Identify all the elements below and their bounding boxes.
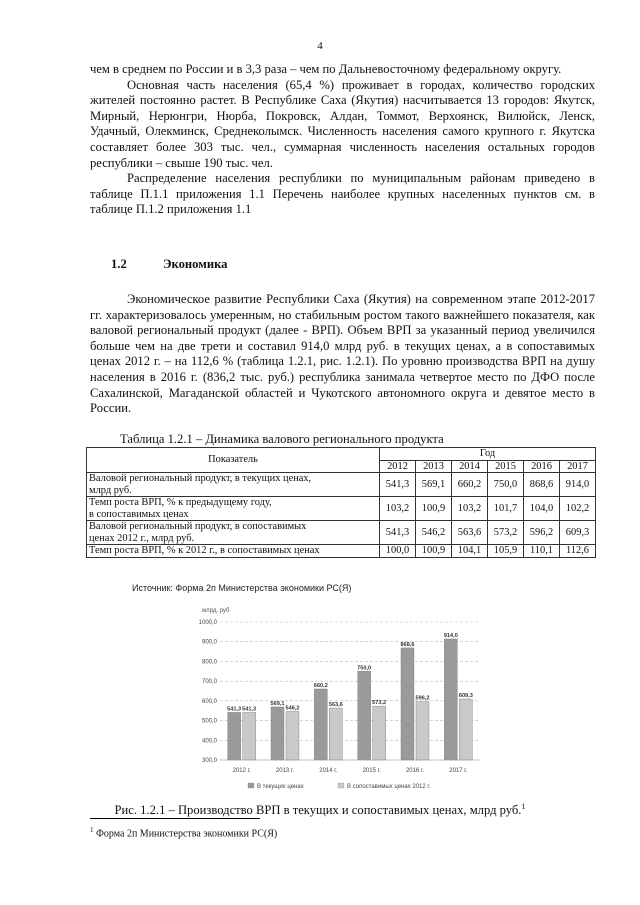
paragraph-distribution: Распределение населения республики по муниципальным районам приведено в таблице П.1.1 приложения 1.1 Перечень наиболее крупных населенных пунктов см. в таблице П.1.2 приложения 1.1: [90, 171, 595, 217]
bar-value-label: 914,0: [443, 632, 458, 639]
row-label: Темп роста ВРП, % к 2012 г., в сопоставимых ценах: [87, 545, 380, 558]
value-cell: 546,2: [416, 521, 452, 545]
value-cell: 103,2: [380, 497, 416, 521]
bar-value-label: 596,2: [415, 695, 430, 702]
paragraph-continuation: чем в среднем по России и в 3,3 раза – чем по Дальневосточному федеральному округу.: [90, 62, 562, 76]
table-source: Источник: Форма 2п Министерства экономики РС(Я): [132, 583, 352, 593]
value-cell: 563,6: [452, 521, 488, 545]
section-title: Экономика: [163, 257, 228, 271]
y-tick-label: 1000,0: [198, 620, 217, 626]
vrp-chart-svg: [188, 600, 488, 805]
economy-text-block: [90, 292, 595, 417]
value-cell: 110,1: [524, 545, 560, 558]
y-axis-label: млрд. руб: [202, 608, 230, 614]
footnote-mark: 1: [90, 826, 94, 834]
x-tick-label: 2017 г.: [449, 768, 468, 774]
bar-value-label: 868,6: [400, 641, 415, 648]
value-cell: 609,3: [560, 521, 596, 545]
table-header-row: [87, 448, 596, 461]
value-cell: 914,0: [560, 473, 596, 497]
value-cell: 573,2: [488, 521, 524, 545]
value-cell: 103,2: [452, 497, 488, 521]
footnote-text: Форма 2п Министерства экономики РС(Я): [93, 828, 278, 840]
value-cell: 100,9: [416, 545, 452, 558]
table-row-growth-2012: [87, 545, 596, 558]
year-cell: 2015: [488, 460, 524, 473]
paragraph-economy: Экономическое развитие Республики Саха (Якутия) на современном этапе 2012-2017 гг. характеризовалось умеренным, но стабильным ростом такого важнейшего показателя, как валовой региональный продукт (далее - ВРП). Объем ВРП за указанный период увеличился больше чем на две трети и составил 914,0 млрд руб. в текущих ценах, а в сопоставимых ценах 2012 г. – на 112,6 % (таблица 1.2.1, рис. 1.2.1). По уровню производства ВРП на душу населения в 2016 г. (836,2 тыс. руб.) республика занимала четвертое место по ДФО после Сахалинской, Магаданской областей и Чукотского автономного округа и девятое место в России.: [90, 292, 595, 416]
bar-value-label: 573,2: [372, 700, 387, 707]
vrp-table: [86, 447, 596, 558]
legend-label: В сопоставимых ценах 2012 г.: [347, 784, 431, 790]
bar-value-label: 546,2: [285, 705, 300, 712]
paragraph-urban-population: Основная часть населения (65,4 %) проживает в городах, количество городских жителей постоянно растет. В Республике Саха (Якутия) насчитывается 13 городов: Якутск, Мирный, Нерюнгри, Нюрба, Покровск, Алдан, Томмот, Верхоянск, Вилюйск, Ленск, Удачный, Олекминск, Среднеколымск. Численность населения самого крупного г. Якутска составляет более 303 тыс. чел., суммарная численность населения остальных городов республики – свыше 190 тыс. чел.: [90, 77, 595, 170]
page-number: 4: [317, 40, 323, 52]
bar-value-label: 541,3: [227, 706, 242, 713]
y-tick-label: 500,0: [201, 718, 217, 725]
value-cell: 104,0: [524, 497, 560, 521]
value-cell: 112,6: [560, 545, 596, 558]
y-tick-label: 700,0: [201, 679, 217, 686]
y-tick-label: 400,0: [201, 738, 217, 745]
bar-current: [358, 671, 371, 760]
value-cell: 660,2: [452, 473, 488, 497]
bar-value-label: 750,0: [357, 665, 372, 672]
value-cell: 101,7: [488, 497, 524, 521]
x-tick-label: 2013 г.: [275, 768, 295, 774]
row-label: Валовой региональный продукт, в сопоставимых ценах 2012 г., млрд руб.: [87, 521, 380, 545]
bar-comparable: [329, 708, 342, 760]
bar-value-label: 609,3: [458, 693, 473, 700]
bar-comparable: [373, 706, 386, 760]
bar-comparable: [459, 699, 472, 760]
legend-label: В текущих ценах: [257, 784, 304, 790]
bar-value-label: 541,3: [242, 706, 257, 713]
table-row-vrp-current: [87, 473, 596, 497]
value-cell: 104,1: [452, 545, 488, 558]
value-cell: 541,3: [380, 521, 416, 545]
footnote-ref: 1: [521, 802, 526, 811]
y-tick-label: 300,0: [201, 758, 217, 764]
bar-comparable: [243, 712, 256, 760]
value-cell: 541,3: [380, 473, 416, 497]
bar-current: [228, 712, 241, 760]
year-cell: 2012: [380, 460, 416, 473]
bar-value-label: 660,2: [313, 682, 328, 689]
value-cell: 596,2: [524, 521, 560, 545]
y-tick-label: 800,0: [201, 659, 217, 666]
value-cell: 868,6: [524, 473, 560, 497]
x-tick-label: 2015 г.: [362, 768, 381, 774]
bar-value-label: 563,6: [328, 702, 343, 709]
table-row-vrp-comparable: [87, 521, 596, 545]
section-heading: [111, 257, 227, 272]
figure-caption: Рис. 1.2.1 – Производство ВРП в текущих и сопоставимых ценах, млрд руб.$^1$: [114, 802, 526, 818]
row-label: Валовой региональный продукт, в текущих ценах, млрд руб.: [87, 473, 380, 497]
year-cell: 2013: [416, 460, 452, 473]
y-tick-label: 900,0: [201, 639, 217, 646]
footnote: [90, 826, 277, 839]
section-number: 1.2: [111, 257, 127, 271]
vrp-chart: [188, 600, 488, 805]
legend-swatch: [248, 783, 254, 788]
header-indicator: Показатель: [87, 448, 380, 473]
intro-text-block: [90, 62, 595, 218]
year-cell: 2016: [524, 460, 560, 473]
year-cell: 2017: [560, 460, 596, 473]
value-cell: 100,9: [416, 497, 452, 521]
bar-current: [401, 648, 414, 760]
table-caption: Таблица 1.2.1 – Динамика валового регионального продукта: [120, 432, 444, 446]
x-tick-label: 2014 г.: [319, 768, 338, 774]
year-cell: 2014: [452, 460, 488, 473]
x-tick-label: 2012 г.: [232, 768, 251, 774]
table-row-growth-prev: [87, 497, 596, 521]
value-cell: 102,2: [560, 497, 596, 521]
bar-comparable: [286, 711, 299, 760]
x-tick-label: 2016 г.: [405, 768, 425, 774]
value-cell: 750,0: [488, 473, 524, 497]
y-tick-label: 600,0: [201, 698, 217, 705]
bar-current: [444, 639, 457, 760]
row-label: Темп роста ВРП, % к предыдущему году, в сопоставимых ценах: [87, 497, 380, 521]
header-year: Год: [380, 448, 596, 461]
bar-comparable: [416, 702, 429, 760]
value-cell: 569,1: [416, 473, 452, 497]
legend-swatch: [338, 783, 344, 788]
value-cell: 100,0: [380, 545, 416, 558]
bar-current: [314, 689, 327, 760]
bar-value-label: 569,1: [270, 700, 285, 707]
value-cell: 105,9: [488, 545, 524, 558]
footnote-separator: [90, 818, 260, 819]
bar-current: [271, 707, 284, 760]
